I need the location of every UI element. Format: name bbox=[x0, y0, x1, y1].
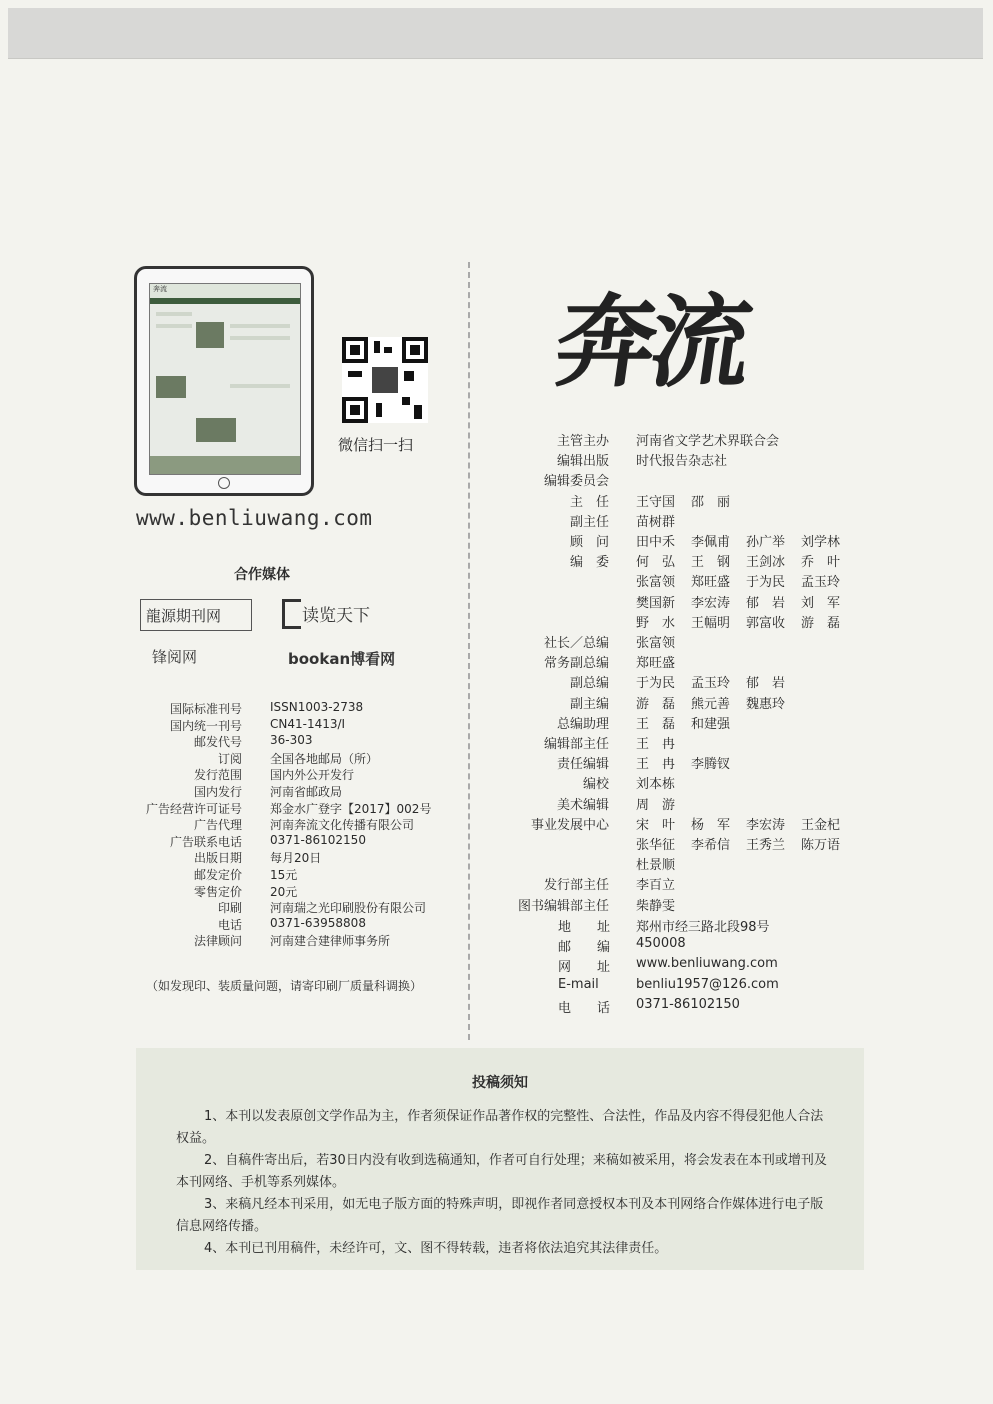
contact-row bbox=[0, 997, 993, 1017]
staff-row bbox=[0, 895, 993, 915]
publication-key: 国内发行 bbox=[193, 785, 242, 799]
staff-row bbox=[0, 794, 993, 814]
partner-media-title: 合作媒体 bbox=[234, 567, 290, 583]
publication-value: 20元 bbox=[270, 884, 298, 899]
staff-role: 常务副总编 bbox=[543, 656, 609, 672]
staff-row bbox=[0, 632, 993, 652]
staff-role: 社长／总编 bbox=[543, 636, 609, 651]
publication-key: 订阅 bbox=[217, 751, 242, 766]
staff-name: 王 钢 bbox=[691, 555, 731, 571]
publication-value: 0371-86102150 bbox=[270, 832, 366, 847]
tablet-screen-line bbox=[230, 384, 290, 388]
staff-names bbox=[636, 632, 675, 651]
staff-row bbox=[0, 551, 993, 571]
qr-module bbox=[376, 403, 382, 417]
staff-names bbox=[636, 652, 675, 671]
partner-logo-longyuan[interactable]: 龍源期刊网 bbox=[146, 607, 222, 625]
staff-name: 王金杞 bbox=[801, 817, 841, 833]
staff-names bbox=[636, 531, 856, 550]
qr-finder bbox=[342, 397, 368, 423]
contact-row bbox=[0, 977, 993, 997]
staff-row bbox=[0, 571, 993, 591]
staff-names bbox=[636, 713, 746, 732]
staff-role: 顾 问 bbox=[569, 535, 609, 550]
qr-module bbox=[384, 347, 392, 353]
magazine-masthead: 奔流 bbox=[548, 283, 754, 401]
staff-role: 编辑部主任 bbox=[543, 737, 609, 752]
tablet-screen-line bbox=[230, 336, 290, 340]
qr-module bbox=[414, 405, 422, 419]
staff-names bbox=[636, 834, 856, 853]
staff-name: 郁 岩 bbox=[746, 595, 786, 611]
staff-name: 王 冉 bbox=[636, 737, 676, 752]
publication-key: 发行范围 bbox=[193, 768, 242, 783]
publication-key: 法律顾问 bbox=[193, 934, 242, 949]
staff-role: 副总编 bbox=[569, 676, 609, 692]
notice-item: 3、来稿凡经本刊采用，如无电子版方面的特殊声明，即视作者同意授权本刊及本刊网络合作媒体进行电子版信息网络传播。 bbox=[176, 1197, 824, 1234]
publication-value: ISSN1003-2738 bbox=[270, 700, 364, 714]
publication-value: 河南建合建律师事务所 bbox=[270, 934, 391, 949]
publication-value: 全国各地邮局（所） bbox=[270, 751, 379, 766]
contact-value[interactable]: benliu1957@126.com bbox=[636, 976, 779, 992]
tablet-screen-nav bbox=[150, 298, 300, 304]
staff-name: 陈万语 bbox=[801, 838, 841, 853]
contact-row bbox=[0, 916, 993, 936]
notice-item: 2、自稿件寄出后，若30日内没有收到选稿通知，作者可自行处理；来稿如被采用，将会发表在本刊或增刊及本刊网络、手机等系列媒体。 bbox=[176, 1153, 827, 1190]
staff-name: 王 冉 bbox=[636, 757, 676, 773]
staff-name: 苗树群 bbox=[636, 514, 676, 530]
qr-finder bbox=[402, 337, 428, 363]
publication-value: 15元 bbox=[270, 868, 298, 882]
publication-value: 每月20日 bbox=[270, 851, 322, 866]
staff-names bbox=[636, 491, 746, 510]
staff-name: 王幅明 bbox=[691, 615, 731, 631]
staff-role: 发行部主任 bbox=[543, 878, 609, 894]
contact-row bbox=[0, 936, 993, 956]
staff-row bbox=[0, 592, 993, 612]
publication-value: 河南奔流文化传播有限公司 bbox=[270, 818, 415, 833]
staff-name: 河南省文学艺术界联合会 bbox=[636, 434, 780, 449]
staff-names bbox=[636, 814, 856, 833]
publication-key: 国内统一刊号 bbox=[169, 718, 242, 733]
staff-names bbox=[636, 753, 746, 772]
staff-names bbox=[636, 733, 675, 752]
qr-module bbox=[402, 397, 410, 405]
staff-row bbox=[0, 733, 993, 753]
publication-key: 出版日期 bbox=[193, 851, 242, 866]
contact-key: E-mail bbox=[558, 976, 599, 992]
staff-row bbox=[0, 491, 993, 511]
staff-name: 周 游 bbox=[636, 797, 676, 813]
staff-role: 图书编辑部主任 bbox=[517, 898, 609, 914]
notice-title: 投稿须知 bbox=[472, 1075, 528, 1091]
staff-row bbox=[0, 511, 993, 531]
staff-name: 郑旺盛 bbox=[636, 656, 676, 672]
staff-role: 编校 bbox=[582, 777, 609, 793]
contact-value: 450008 bbox=[636, 936, 686, 952]
qr-center-logo bbox=[372, 367, 398, 393]
publication-value: 0371-63958808 bbox=[270, 915, 366, 930]
staff-name: 孟玉玲 bbox=[801, 575, 841, 591]
contact-key: 地址 bbox=[558, 920, 610, 935]
publication-value: 郑金水广登字【2017】002号 bbox=[270, 801, 432, 816]
staff-name: 李宏涛 bbox=[691, 595, 731, 611]
staff-role: 副主任 bbox=[569, 514, 609, 530]
notice-item: 4、本刊已刊用稿件，未经许可，文、图不得转载，违者将依法追究其法律责任。 bbox=[204, 1241, 668, 1256]
staff-name: 王守国 bbox=[636, 494, 676, 510]
staff-role: 总编助理 bbox=[556, 716, 609, 732]
publication-value: 国内外公开发行 bbox=[270, 768, 355, 783]
contact-value: 郑州市经三路北段98号 bbox=[636, 920, 770, 935]
staff-name: 郭富收 bbox=[746, 615, 786, 631]
staff-row bbox=[0, 672, 993, 692]
staff-row bbox=[0, 753, 993, 773]
partner-logo-fengyue[interactable]: 锋阅网 bbox=[152, 648, 198, 666]
staff-name: 游 磊 bbox=[801, 615, 841, 631]
staff-name: 张富领 bbox=[636, 575, 676, 591]
staff-name: 郑旺盛 bbox=[691, 575, 731, 591]
contact-value: 0371-86102150 bbox=[636, 996, 740, 1012]
staff-row bbox=[0, 713, 993, 733]
staff-name: 乔 叶 bbox=[801, 555, 841, 571]
staff-row bbox=[0, 612, 993, 632]
staff-name: 李宏涛 bbox=[746, 817, 786, 833]
staff-name: 杨 军 bbox=[691, 817, 731, 833]
staff-role: 主管主办 bbox=[556, 434, 609, 449]
staff-row bbox=[0, 430, 993, 450]
staff-row bbox=[0, 834, 993, 854]
staff-role: 编 委 bbox=[569, 555, 609, 571]
tablet-screen-header: 奔流 bbox=[150, 284, 300, 298]
staff-row bbox=[0, 531, 993, 551]
staff-name: 王秀兰 bbox=[746, 838, 786, 853]
website-url[interactable]: www.benliuwang.com bbox=[136, 506, 373, 530]
staff-name: 李百立 bbox=[636, 878, 676, 894]
tablet-screen-line bbox=[230, 324, 290, 328]
contact-key: 邮编 bbox=[558, 940, 610, 956]
staff-name: 张富领 bbox=[636, 636, 676, 651]
publication-note: （如发现印、装质量问题，请寄印刷厂质量科调换） bbox=[146, 979, 423, 993]
staff-names bbox=[636, 693, 801, 712]
staff-name: 邵 丽 bbox=[691, 494, 731, 510]
staff-name: 李佩甫 bbox=[691, 535, 731, 550]
contact-row bbox=[0, 956, 993, 976]
staff-name: 张华征 bbox=[636, 838, 676, 853]
staff-name: 于为民 bbox=[746, 575, 786, 591]
staff-role: 编辑出版 bbox=[556, 454, 609, 470]
staff-names bbox=[636, 571, 856, 590]
publication-key: 广告经营许可证号 bbox=[145, 801, 242, 816]
staff-role: 主 任 bbox=[569, 494, 609, 510]
staff-role: 副主编 bbox=[569, 696, 609, 712]
qr-finder bbox=[342, 337, 368, 363]
staff-row bbox=[0, 450, 993, 470]
publication-key: 印刷 bbox=[217, 901, 242, 916]
staff-role: 编辑委员会 bbox=[543, 474, 609, 490]
publication-key: 电话 bbox=[217, 917, 242, 932]
staff-row bbox=[0, 854, 993, 874]
qr-module bbox=[374, 341, 380, 353]
tablet-screen-image bbox=[156, 376, 186, 398]
notice-item: 1、本刊以发表原创文学作品为主，作者须保证作品著作权的完整性、合法性，作品及内容不得侵犯他人合法权益。 bbox=[176, 1109, 824, 1146]
publication-value: 36-303 bbox=[270, 733, 313, 748]
staff-name: 刘学林 bbox=[801, 535, 841, 550]
staff-name: 孟玉玲 bbox=[691, 676, 731, 692]
qr-module bbox=[348, 371, 362, 377]
staff-name: 于为民 bbox=[636, 676, 676, 692]
staff-name: 李希信 bbox=[691, 838, 731, 853]
scan-top-bar bbox=[8, 8, 983, 59]
staff-name: 游 磊 bbox=[636, 696, 676, 712]
publication-key: 零售定价 bbox=[193, 884, 242, 899]
partner-logo-duilan[interactable]: 读览天下 bbox=[302, 606, 370, 626]
staff-names bbox=[636, 794, 675, 813]
staff-row bbox=[0, 874, 993, 894]
staff-row bbox=[0, 652, 993, 672]
qr-module bbox=[404, 371, 414, 381]
staff-name: 樊国新 bbox=[636, 595, 676, 611]
staff-names bbox=[636, 450, 727, 469]
qr-label: 微信扫一扫 bbox=[338, 436, 414, 454]
publication-key: 邮发定价 bbox=[193, 868, 242, 882]
staff-names bbox=[636, 672, 801, 691]
publication-value: CN41-1413/I bbox=[270, 716, 346, 731]
contact-value[interactable]: www.benliuwang.com bbox=[636, 956, 778, 972]
staff-role: 责任编辑 bbox=[556, 757, 609, 773]
staff-names bbox=[636, 430, 779, 449]
publication-key: 国际标准刊号 bbox=[169, 702, 242, 716]
staff-name: 田中禾 bbox=[636, 535, 676, 550]
staff-name: 王剑冰 bbox=[746, 555, 786, 571]
qr-code bbox=[342, 337, 428, 423]
tablet-screen-line bbox=[156, 312, 192, 316]
staff-names bbox=[636, 511, 675, 530]
staff-name: 魏惠玲 bbox=[746, 696, 786, 712]
staff-names bbox=[636, 612, 856, 631]
staff-name: 郁 岩 bbox=[746, 676, 786, 692]
staff-name: 刘本栋 bbox=[636, 777, 676, 793]
staff-name: 时代报告杂志社 bbox=[636, 454, 728, 470]
contact-key: 网址 bbox=[558, 960, 610, 976]
partner-logo-bookan[interactable]: bookan博看网 bbox=[288, 650, 396, 668]
staff-row bbox=[0, 814, 993, 834]
staff-name: 和建强 bbox=[691, 716, 731, 732]
contact-key: 电话 bbox=[558, 1000, 610, 1016]
staff-names bbox=[636, 895, 675, 914]
staff-row bbox=[0, 773, 993, 793]
staff-name: 何 弘 bbox=[636, 555, 676, 571]
staff-name: 李腾钗 bbox=[691, 757, 731, 773]
staff-name: 杜景顺 bbox=[636, 858, 676, 874]
publication-value: 河南省邮政局 bbox=[270, 785, 343, 799]
tablet-screen-image bbox=[196, 322, 224, 348]
staff-name: 野 水 bbox=[636, 615, 676, 631]
staff-name: 刘 军 bbox=[801, 595, 841, 611]
staff-name: 柴静雯 bbox=[636, 898, 676, 914]
tablet-screen-line bbox=[156, 324, 192, 328]
staff-names bbox=[636, 854, 675, 873]
staff-name: 熊元善 bbox=[691, 696, 731, 712]
staff-role: 美术编辑 bbox=[556, 797, 609, 813]
staff-name: 王 磊 bbox=[636, 716, 676, 732]
staff-name: 宋 叶 bbox=[636, 817, 676, 833]
publication-key: 广告联系电话 bbox=[169, 834, 242, 849]
staff-row bbox=[0, 693, 993, 713]
staff-names bbox=[636, 551, 856, 570]
staff-name: 孙广举 bbox=[746, 535, 786, 550]
staff-names bbox=[636, 874, 675, 893]
staff-row bbox=[0, 470, 993, 490]
publication-key: 邮发代号 bbox=[193, 735, 242, 750]
submission-notice bbox=[136, 1048, 864, 1270]
publication-key: 广告代理 bbox=[193, 818, 242, 833]
staff-names bbox=[636, 773, 675, 792]
publication-value: 河南瑞之光印刷股份有限公司 bbox=[270, 901, 427, 916]
staff-role: 事业发展中心 bbox=[530, 817, 609, 833]
staff-names bbox=[636, 592, 856, 611]
